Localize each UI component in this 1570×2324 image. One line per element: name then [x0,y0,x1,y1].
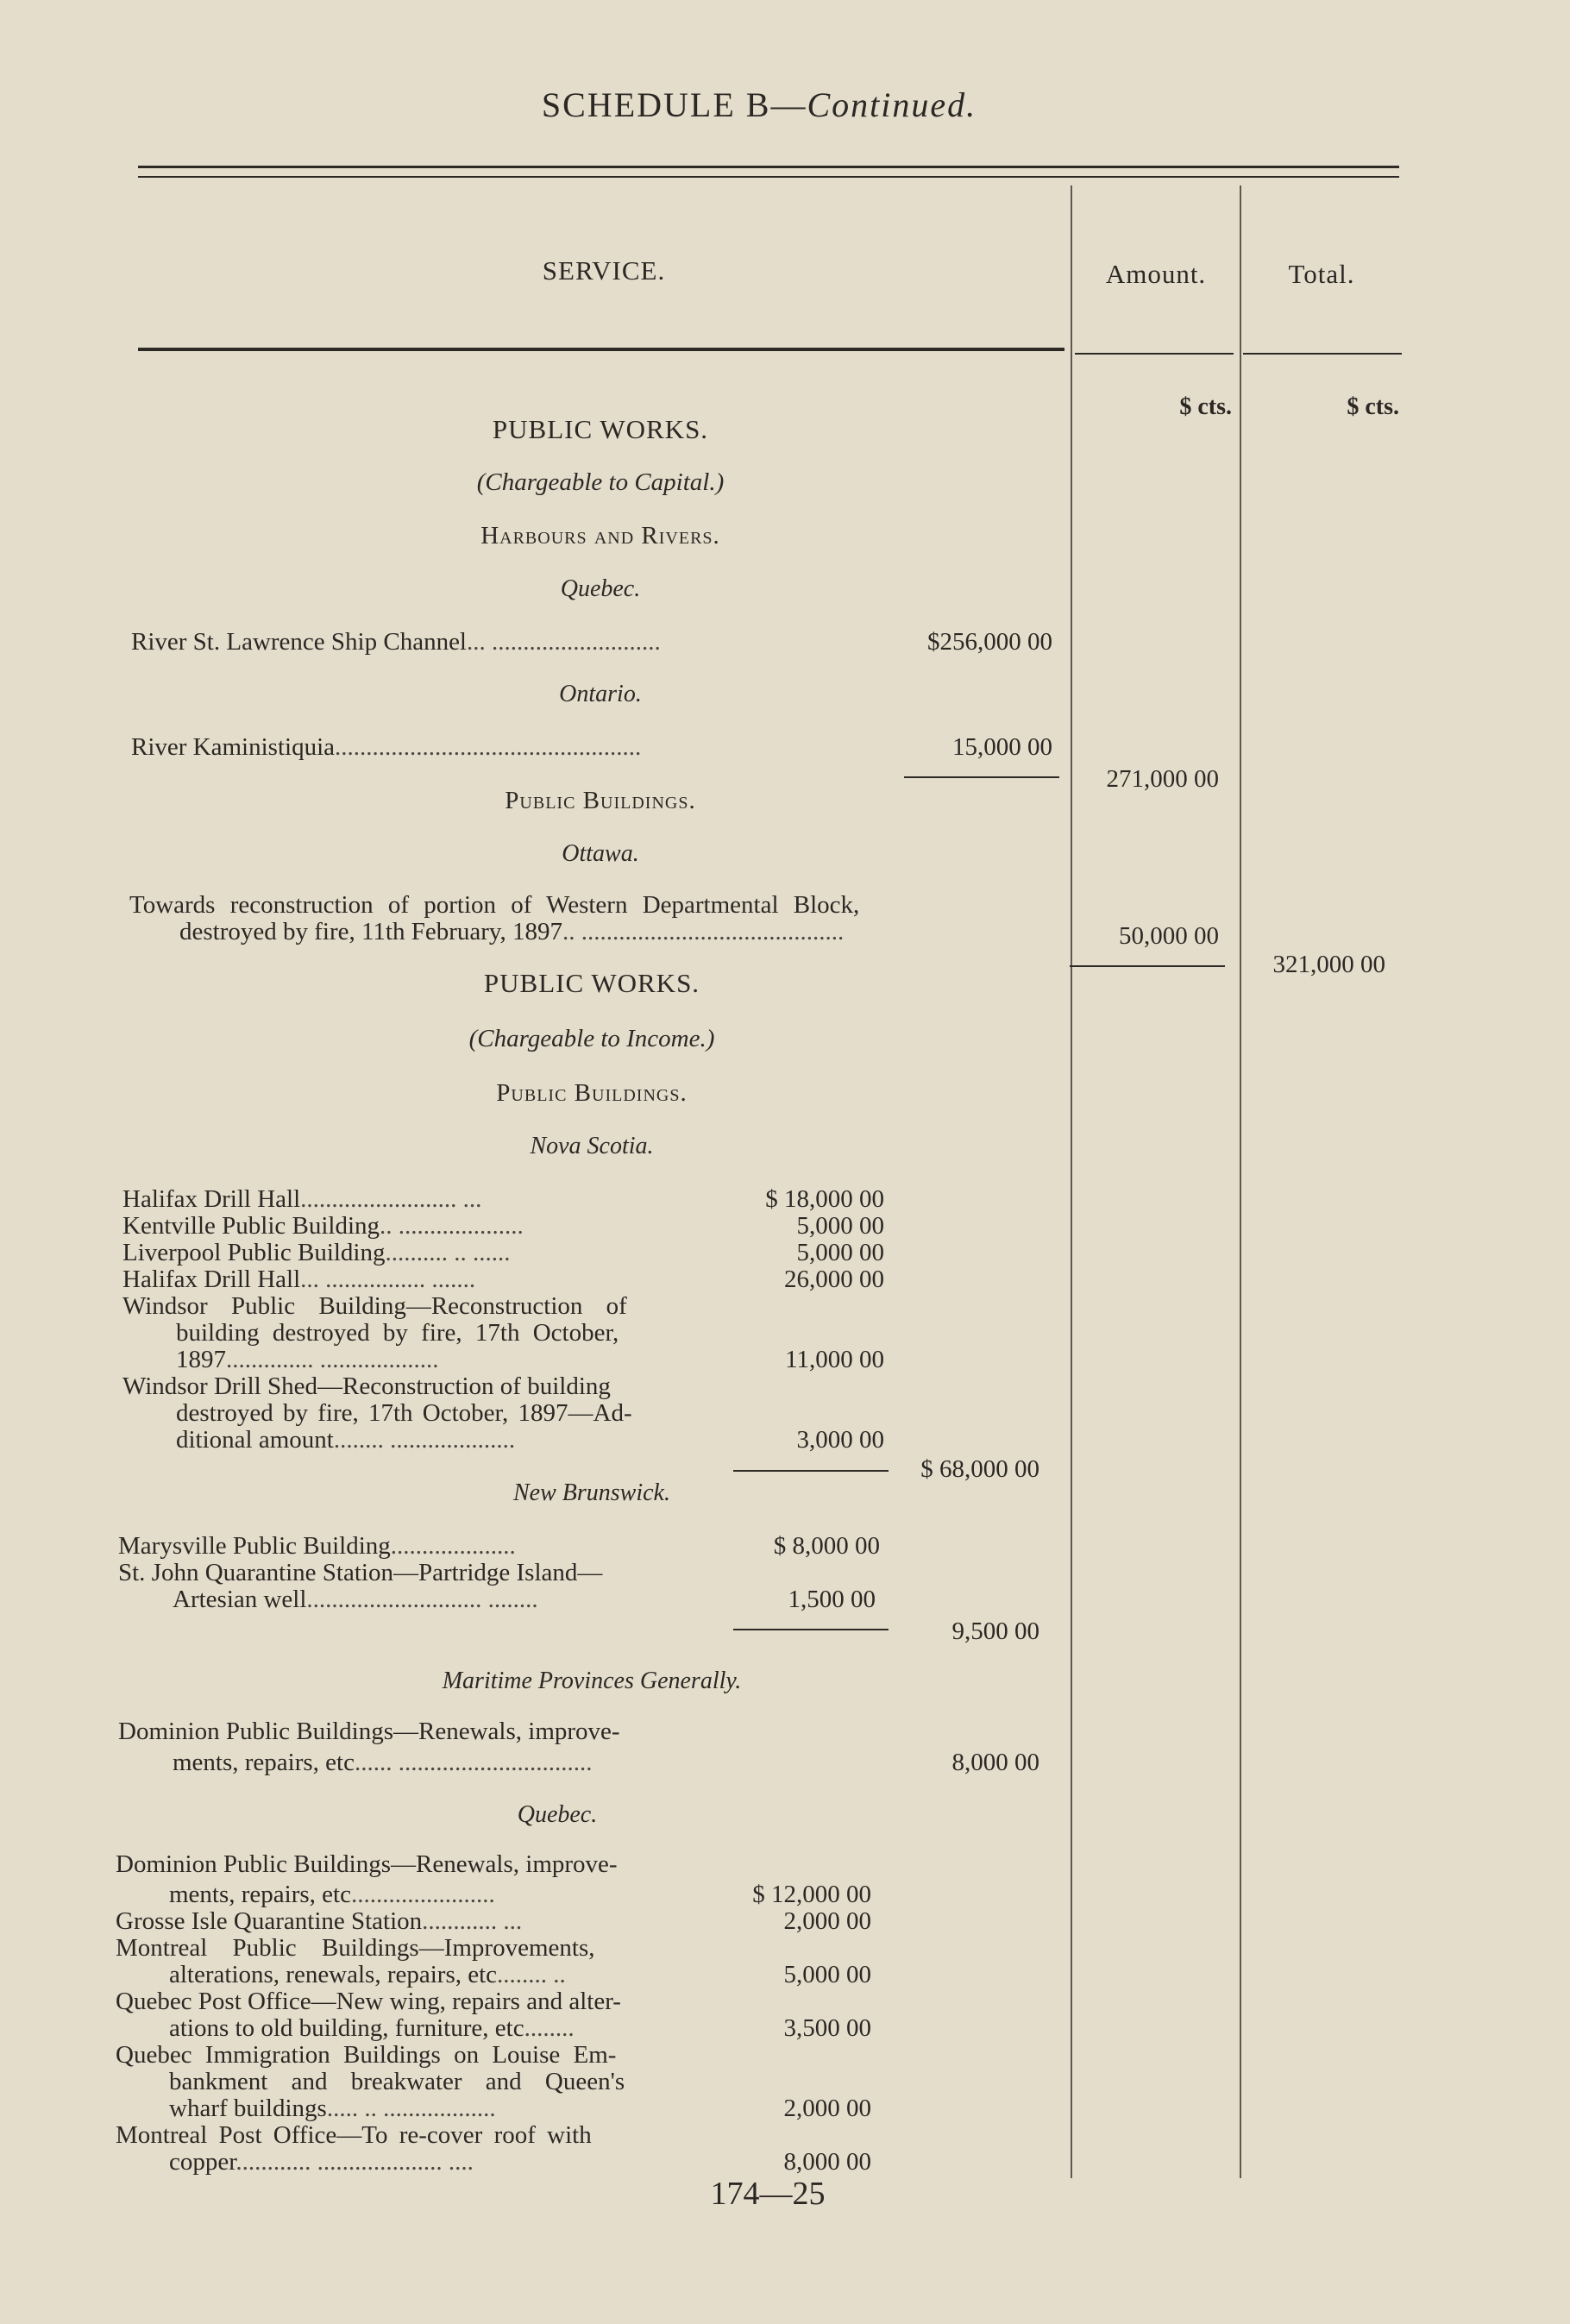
region-ontario-heading: Ontario. [559,681,642,707]
amount-unit-label: $ cts. [1179,393,1232,420]
section1-total: 321,000 00 [1272,951,1385,978]
item-value: 1,500 00 [788,1586,876,1613]
list-item-cont: destroyed by fire, 17th October, 1897—Ad- [176,1399,632,1427]
stlawrence-label: River St. Lawrence Ship Channel [131,628,467,656]
list-item-cont: 1897.............. ................... [176,1346,439,1373]
service-header-rule [138,348,1064,351]
public-buildings-heading-2: Public Buildings. [496,1079,688,1107]
item-value: 26,000 00 [784,1266,884,1293]
list-item: Dominion Public Buildings—Renewals, improve- [116,1850,618,1878]
list-item: Grosse Isle Quarantine Station............ ... [116,1907,523,1935]
region-ottawa-heading: Ottawa. [562,840,639,867]
list-item: Kentville Public Building.. .................... [122,1212,524,1240]
list-item-cont: building destroyed by fire, 17th October, [176,1319,619,1347]
maritime-item-line1: Dominion Public Buildings—Renewals, improve- [118,1718,620,1745]
item-value: 2,000 00 [783,1907,871,1935]
schedule-title-main: SCHEDULE B— [541,85,807,124]
item-value: 5,000 00 [783,1961,871,1988]
kaministiquia-label: River Kaministiquia [131,733,335,761]
list-item-cont: wharf buildings..... .. .................. [169,2095,496,2122]
list-item-cont: ations to old building, furniture, etc........ [169,2014,575,2042]
public-buildings-heading-1: Public Buildings. [505,787,696,814]
schedule-title [483,85,1035,124]
list-item: Quebec Post Office—New wing, repairs and alter- [116,1988,621,2015]
list-item-cont: ments, repairs, etc....................... [169,1881,495,1908]
list-item: St. John Quarantine Station—Partridge Island— [118,1559,603,1586]
column-rule-service-amount [1071,185,1072,2178]
western-block-line1: Towards reconstruction of portion of Western Departmental Block, [129,891,860,919]
item-value: $ 18,000 00 [765,1185,884,1213]
stlawrence-item: River St. Lawrence Ship Channel... ........................... [131,628,661,656]
item-value: 5,000 00 [796,1212,884,1240]
region-new-brunswick-heading: New Brunswick. [513,1479,670,1506]
column-header-service: SERVICE. [542,255,666,286]
new-brunswick-subtotal: 9,500 00 [951,1617,1039,1645]
section2-subtitle: (Chargeable to Income.) [468,1025,715,1052]
schedule-title-continued: Continued. [807,85,977,124]
region-maritime-heading: Maritime Provinces Generally. [442,1668,742,1694]
amount-subtotal-rule [1070,965,1225,967]
western-block-label: destroyed by fire, 11th February, 1897 [179,918,563,945]
item-value: 8,000 00 [783,2148,871,2176]
header-rule-thick [138,166,1399,168]
item-value: $ 12,000 00 [752,1881,871,1908]
total-header-rule [1243,353,1402,355]
list-item: Montreal Post Office—To re-cover roof with [116,2121,592,2149]
harbours-amount: 271,000 00 [1106,765,1219,793]
kaministiquia-value: 15,000 00 [952,733,1052,761]
section2-title: PUBLIC WORKS. [483,968,700,998]
list-item: Liverpool Public Building.......... .. ...... [122,1239,511,1266]
list-item-cont: bankment and breakwater and Queen's [169,2068,625,2095]
item-value: 11,000 00 [785,1346,884,1373]
list-item: Halifax Drill Hall......................... ... [122,1185,482,1213]
stlawrence-value: $256,000 00 [927,628,1052,656]
column-header-amount: Amount. [1105,259,1207,289]
column-header-total: Total. [1288,259,1355,289]
list-item: Marysville Public Building.................... [118,1532,516,1560]
region-quebec-heading: Quebec. [560,575,641,602]
harbours-rivers-heading: Harbours and Rivers. [480,522,720,550]
list-item: Windsor Public Building—Reconstruction of [122,1292,627,1320]
list-item-cont: ditional amount........ .................... [176,1426,516,1454]
item-value: 3,500 00 [783,2014,871,2042]
section1-subtitle: (Chargeable to Capital.) [476,468,725,496]
item-value: 2,000 00 [783,2095,871,2122]
list-item-cont: copper............ .................... .... [169,2148,474,2176]
list-item-cont: alterations, renewals, repairs, etc........ .. [169,1961,566,1988]
page-number: 174—25 [710,2176,826,2212]
harbours-subtotal-rule [904,776,1059,778]
western-block-line2: destroyed by fire, 11th February, 1897.. .......................................... [179,918,845,945]
section1-title: PUBLIC WORKS. [492,414,709,444]
list-item-cont: Artesian well............................ ........ [173,1586,538,1613]
list-item: Quebec Immigration Buildings on Louise Em- [116,2041,617,2069]
list-item: Montreal Public Buildings—Improvements, [116,1934,595,1962]
maritime-item-line2: ments, repairs, etc...... ............................... [173,1749,593,1776]
maritime-value: 8,000 00 [951,1749,1039,1776]
nova-scotia-subtotal: $ 68,000 00 [920,1455,1039,1483]
kaministiquia-item: River Kaministiquia................................................. [131,733,642,761]
amount-header-rule [1075,353,1234,355]
item-value: 5,000 00 [796,1239,884,1266]
item-value: $ 8,000 00 [773,1532,880,1560]
list-item: Halifax Drill Hall... ................ ....... [122,1266,476,1293]
total-unit-label: $ cts. [1347,393,1399,420]
region-nova-scotia-heading: Nova Scotia. [530,1133,654,1159]
region-quebec-heading-2: Quebec. [517,1801,598,1828]
buildings-amount: 50,000 00 [1119,922,1219,950]
item-value: 3,000 00 [796,1426,884,1454]
list-item: Windsor Drill Shed—Reconstruction of building [122,1372,611,1400]
header-rule-thin [138,176,1399,178]
column-rule-amount-total [1240,185,1241,2178]
